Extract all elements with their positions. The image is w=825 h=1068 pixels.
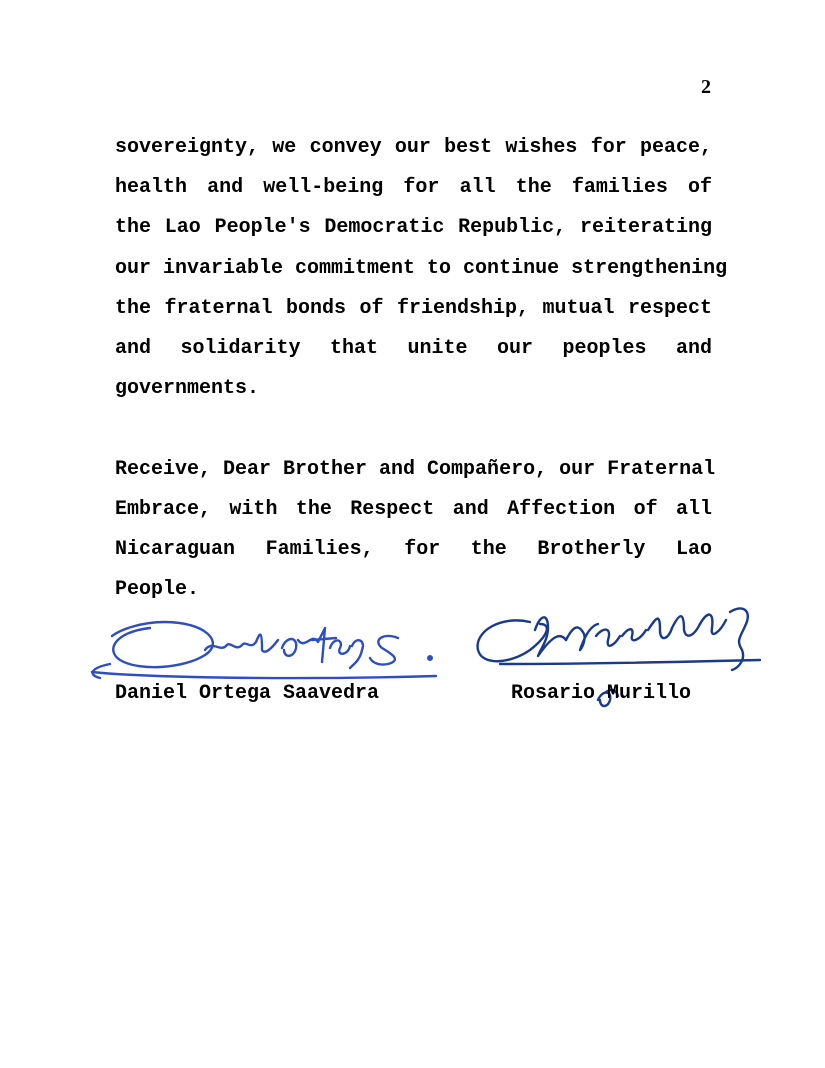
text-line: Embrace, with the Respect and Affection of all [115,497,712,521]
text-line: our invariable commitment to continue strengthening [115,256,728,280]
text-line: the Lao People's Democratic Republic, reiterating [115,216,712,240]
signer-name-2: Rosario Murillo [511,682,692,705]
text-line: the fraternal bonds of friendship, mutual respect [115,296,712,320]
signer-name-1: Daniel Ortega Saavedra [115,682,380,705]
text-line: Receive, Dear Brother and Compañero, our Fraternal [115,457,716,481]
text-line: governments. [115,377,260,401]
text-line: and solidarity that unite our peoples and [115,336,712,360]
text-line: sovereignty, we convey our best wishes for peace, [115,136,712,159]
text-line: Nicaraguan Families, for the Brotherly Lao [115,537,712,561]
text-line: health and well-being for all the families of [115,176,712,200]
text-line: People. [115,578,200,602]
signature-daniel-ortega [92,622,436,678]
page-number: 2 [701,76,711,98]
